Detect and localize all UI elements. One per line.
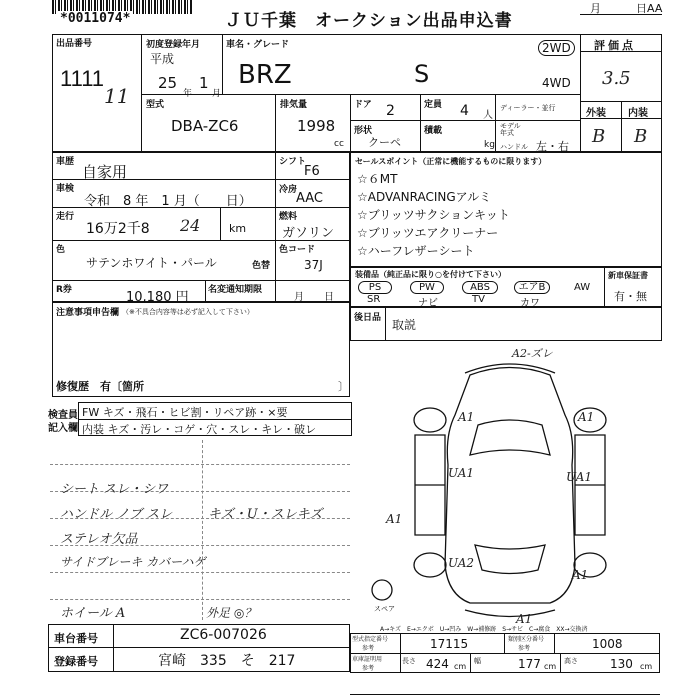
- height-value: 130: [610, 657, 633, 671]
- length-unit: cm: [454, 662, 467, 671]
- damage-mark: UA1: [566, 470, 593, 484]
- selling-point-item: ☆ハーフレザーシート: [357, 244, 475, 258]
- shift-value: F6: [304, 164, 320, 179]
- color-code-label: 色コード: [279, 245, 316, 255]
- form-title: ＪＵ千葉 オークション出品申込書: [225, 11, 513, 31]
- capacity: 4: [460, 103, 469, 119]
- car-damage-diagram: [360, 345, 660, 625]
- handwritten-note: サイドブレーキ カバーハゲ: [60, 555, 206, 569]
- doors: 2: [386, 103, 395, 119]
- equipment-abs: ABS: [462, 281, 498, 294]
- history-label: 車歴: [56, 157, 75, 167]
- equipment-tv: TV: [472, 294, 485, 305]
- height-unit: cm: [640, 662, 653, 671]
- model-label: 型式: [146, 100, 165, 110]
- height-label: 高さ: [564, 657, 578, 665]
- mileage-label: 走行: [56, 212, 75, 222]
- selling-point-item: ☆ADVANRACINGアルミ: [357, 190, 492, 204]
- mileage-printed: 16万2千8: [86, 221, 150, 237]
- inspector-label-2: 記入欄: [48, 423, 78, 434]
- capacity-unit: 人: [483, 110, 493, 121]
- aircon-value: AAC: [296, 191, 323, 206]
- equipment-ps: PS: [358, 281, 392, 294]
- aircon-label: 冷房: [279, 185, 298, 195]
- damage-mark: A1: [572, 568, 589, 582]
- length-value: 424: [426, 657, 449, 671]
- plate-label: 登録番号: [54, 655, 98, 668]
- width-label: 幅: [474, 657, 481, 665]
- drive-2wd: 2WD: [538, 40, 575, 56]
- car-name-label: 車名・グレード: [226, 40, 290, 50]
- repair-label: 修復歴 有〔箇所: [56, 380, 144, 393]
- width-unit: cm: [544, 662, 557, 671]
- handwritten-note: 外足 ◎？: [206, 606, 257, 620]
- dealer-label: ディーラー・並行: [500, 104, 556, 112]
- recycle-label: R券: [56, 285, 72, 295]
- registration-era: 平成: [150, 52, 175, 66]
- rear-label: 後日品: [354, 313, 382, 323]
- date-day-label: 日AA: [636, 2, 663, 15]
- equipment-leather: カワ: [520, 298, 540, 309]
- selling-point-item: ☆ブリッツサクションキット: [357, 208, 510, 222]
- seller-notes-label: 注意事項申告欄: [56, 308, 120, 318]
- mileage-unit: km: [229, 222, 247, 235]
- chassis-label: 車台番号: [54, 632, 98, 645]
- color-label: 色: [56, 245, 66, 255]
- interior-label: 内装: [628, 108, 648, 119]
- handwritten-note: ハンドル ノブ スレ: [60, 507, 173, 522]
- damage-mark: A2-ズレ: [512, 347, 553, 360]
- equipment-navi: ナビ: [418, 298, 438, 309]
- car-grade: S: [414, 60, 430, 88]
- inspection-value: 令和 8 年 1 月（ 日）: [84, 194, 252, 209]
- displacement-unit: cc: [334, 139, 344, 149]
- rear-value: 取説: [392, 318, 417, 332]
- load-unit: kg: [484, 140, 495, 150]
- shape-label: 形状: [354, 126, 373, 136]
- fuel-label: 燃料: [279, 212, 298, 222]
- grade-score: 3.5: [602, 68, 631, 89]
- displacement-label: 排気量: [280, 100, 308, 110]
- equipment-pw: PW: [410, 281, 444, 294]
- category-label: 類別区分番号: [508, 636, 545, 643]
- date-month-label: 月: [590, 2, 601, 15]
- equipment-airbag: エアB: [514, 281, 550, 294]
- handwritten-note: キズ・U・スレキズ: [208, 507, 323, 522]
- model-spec-label: 型式指定番号: [352, 636, 389, 643]
- chassis-number: ZC6-007026: [180, 627, 267, 643]
- drive-4wd: 4WD: [542, 76, 571, 90]
- model-year-label: モデル年式: [500, 122, 521, 137]
- registration-year-unit: 年: [183, 89, 193, 99]
- damage-mark: A1: [578, 410, 595, 424]
- mileage-handwritten: 24: [180, 216, 201, 235]
- damage-mark: A1: [386, 512, 403, 526]
- shift-label: シフト: [279, 157, 307, 167]
- inspector-label-1: 検査員: [48, 410, 78, 421]
- doors-label: ドア: [354, 100, 372, 110]
- damage-mark: A1: [516, 612, 533, 626]
- equipment-aw: AW: [574, 282, 591, 293]
- certificate-reference: 参考: [362, 665, 375, 672]
- exhibit-label: 出品番号: [56, 39, 93, 49]
- capacity-label: 定員: [424, 100, 443, 110]
- model-spec-value: 17115: [430, 637, 469, 651]
- exterior-label: 外装: [586, 108, 606, 119]
- load-label: 積載: [424, 126, 443, 136]
- damage-mark: A1: [458, 410, 475, 424]
- grade-label: 評価点: [594, 39, 636, 52]
- category-value: 1008: [592, 637, 623, 651]
- selling-point-item: ☆ブリッツエアクリーナー: [357, 226, 499, 240]
- damage-legend: A→キズ E→エクボ U→凹み W→補修跡 S→サビ C→腐食 XX→交換済: [380, 626, 588, 633]
- new-warranty-value: 有・無: [614, 290, 647, 303]
- handle-value: 左・右: [536, 140, 569, 153]
- width-value: 177: [518, 657, 541, 671]
- color-code-value: 37J: [304, 258, 323, 272]
- notice-label: 名変通知期限: [208, 285, 263, 295]
- seller-notes-sub: （※不具合内容等は必ず記入して下さい）: [122, 308, 254, 316]
- registration-year: 25: [158, 74, 178, 92]
- registration-month-unit: 月: [212, 89, 222, 99]
- inspection-label: 車検: [56, 184, 75, 194]
- barcode-number: *0011074*: [60, 11, 131, 26]
- handwritten-note: ステレオ欠品: [60, 532, 138, 547]
- color-value: サテンホワイト・パール: [86, 256, 217, 270]
- selling-point-item: ☆６MT: [357, 172, 398, 186]
- new-warranty-label: 新車保証書: [608, 271, 648, 280]
- length-label: 長さ: [402, 657, 416, 665]
- recycle-value: 10,180 円: [126, 290, 189, 305]
- fuel-value: ガソリン: [282, 226, 335, 241]
- displacement: 1998: [297, 117, 336, 135]
- color-change-label: 色替: [252, 261, 271, 271]
- lot-number-handwritten: 11: [104, 84, 130, 108]
- registration-month: 1: [199, 74, 209, 92]
- equipment-label: 装備品（純正品に限り○を付けて下さい）: [355, 270, 506, 279]
- damage-mark: UA2: [448, 556, 475, 570]
- history-value: 自家用: [82, 163, 128, 181]
- handle-label: ハンドル: [500, 143, 528, 151]
- model-spec-reference: 参考: [362, 645, 375, 652]
- lot-number: 1111: [60, 66, 105, 91]
- equipment-sr: SR: [367, 294, 381, 305]
- notice-value: 月 日: [294, 292, 334, 303]
- selling-point-list: [357, 170, 510, 260]
- car-name: BRZ: [238, 60, 292, 90]
- shape: クーペ: [368, 136, 401, 149]
- category-reference: 参考: [518, 645, 531, 652]
- inspector-row-1: FW キズ・飛石・ヒビ割・リペア跡・×要: [82, 406, 288, 419]
- registration-label: 初度登録年月: [146, 40, 201, 50]
- handwritten-note: ホイール A: [60, 606, 126, 621]
- certificate-label: 車庫証明用: [352, 656, 383, 663]
- selling-points-label: セールスポイント（正常に機能するものに限ります）: [355, 157, 547, 166]
- interior-grade: B: [634, 126, 648, 147]
- spare-label: スペア: [374, 605, 395, 613]
- model: DBA-ZC6: [171, 117, 239, 135]
- plate-number: 宮崎 335 そ 217: [158, 653, 296, 669]
- repair-close: 〕: [338, 380, 349, 393]
- handwritten-note: シート スレ・シワ: [60, 482, 169, 497]
- damage-mark: UA1: [448, 466, 475, 480]
- exterior-grade: B: [592, 126, 606, 147]
- inspector-row-2: 内装 キズ・汚レ・コゲ・穴・スレ・キレ・破レ: [82, 423, 317, 436]
